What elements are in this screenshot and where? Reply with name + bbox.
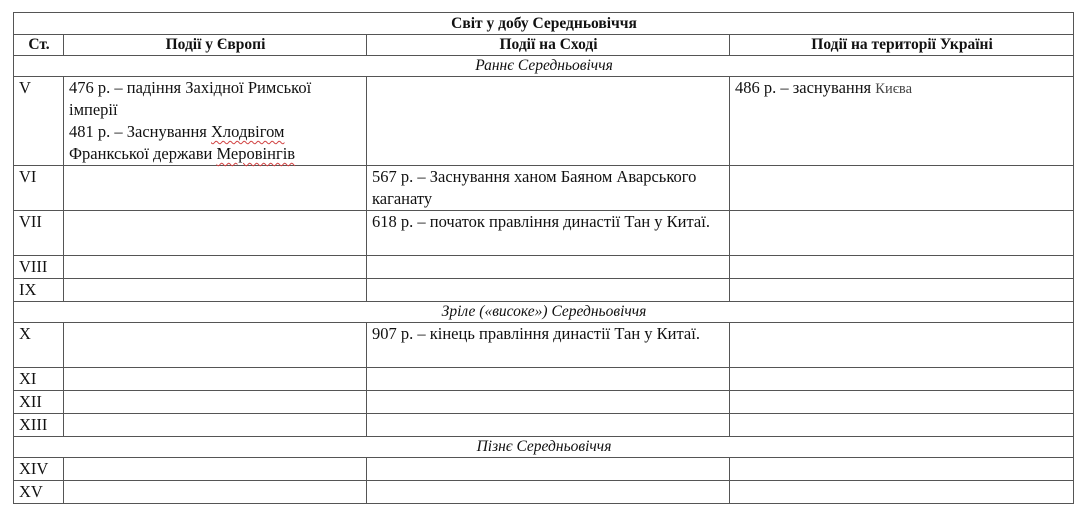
event-text-line (69, 143, 362, 165)
europe-cell (64, 481, 367, 504)
century-cell: V (14, 77, 64, 166)
event-text: 486 р. – заснування (735, 78, 876, 97)
europe-cell (64, 458, 367, 481)
header-ukraine: Події на території Україні (730, 35, 1074, 56)
header-east: Події на Сході (367, 35, 730, 56)
header-century: Ст. (14, 35, 64, 56)
europe-cell (64, 414, 367, 437)
event-text: Франкської держави (69, 144, 217, 163)
ukraine-cell (730, 458, 1074, 481)
table-row (14, 77, 1074, 166)
east-cell (367, 458, 730, 481)
event-text: 481 р. – Заснування (69, 122, 212, 141)
table-row (14, 256, 1074, 279)
europe-cell (64, 391, 367, 414)
europe-cell (64, 279, 367, 302)
east-cell: 907 р. – кінець правління династії Тан у Китаї. (367, 323, 730, 368)
table-row (14, 211, 1074, 256)
east-cell (367, 481, 730, 504)
ukraine-cell (730, 77, 1074, 166)
table-row (14, 391, 1074, 414)
header-europe: Події у Європі (64, 35, 367, 56)
table-row (14, 166, 1074, 211)
east-cell (367, 279, 730, 302)
table-row (14, 414, 1074, 437)
ukraine-cell (730, 368, 1074, 391)
century-cell: XI (14, 368, 64, 391)
ukraine-cell (730, 279, 1074, 302)
period-row-high (14, 302, 1074, 323)
century-cell: IX (14, 279, 64, 302)
east-cell (367, 368, 730, 391)
century-cell: VII (14, 211, 64, 256)
europe-cell (64, 211, 367, 256)
period-high-label: Зріле («високе») Середньовіччя (14, 302, 1074, 323)
east-cell: 567 р. – Заснування ханом Баяном Аварського каганату (367, 166, 730, 211)
century-cell: X (14, 323, 64, 368)
table-row (14, 458, 1074, 481)
century-cell: XII (14, 391, 64, 414)
europe-cell (64, 323, 367, 368)
ukraine-cell (730, 256, 1074, 279)
ukraine-cell (730, 414, 1074, 437)
header-row (14, 35, 1074, 56)
ukraine-cell (730, 323, 1074, 368)
east-cell (367, 391, 730, 414)
century-cell: XIII (14, 414, 64, 437)
table-title-row (14, 13, 1074, 35)
east-cell (367, 77, 730, 166)
century-cell: XIV (14, 458, 64, 481)
century-cell: VI (14, 166, 64, 211)
europe-cell (64, 77, 367, 166)
century-cell: XV (14, 481, 64, 504)
ukraine-cell (730, 166, 1074, 211)
table-row (14, 368, 1074, 391)
europe-cell (64, 368, 367, 391)
europe-cell (64, 166, 367, 211)
century-cell: VIII (14, 256, 64, 279)
period-late-label: Пізнє Середньовіччя (14, 437, 1074, 458)
misspelled-word: Меровінгів (216, 144, 296, 163)
event-text-line (69, 121, 362, 143)
table-row (14, 323, 1074, 368)
table-title: Світ у добу Середньовіччя (14, 13, 1074, 35)
city-name: Києва (875, 81, 913, 97)
europe-cell (64, 256, 367, 279)
ukraine-cell (730, 481, 1074, 504)
middle-ages-table (13, 12, 1074, 504)
period-early-label: Раннє Середньовіччя (14, 56, 1074, 77)
document-page (13, 12, 1073, 504)
east-cell: 618 р. – початок правління династії Тан у Китаї. (367, 211, 730, 256)
period-row-late (14, 437, 1074, 458)
event-text: 476 р. – падіння Західної Римської імперії (69, 78, 312, 119)
misspelled-word: Хлодвігом (211, 122, 285, 141)
table-row (14, 279, 1074, 302)
east-cell (367, 256, 730, 279)
table-row (14, 481, 1074, 504)
ukraine-cell (730, 391, 1074, 414)
period-row-early (14, 56, 1074, 77)
east-cell (367, 414, 730, 437)
ukraine-cell (730, 211, 1074, 256)
